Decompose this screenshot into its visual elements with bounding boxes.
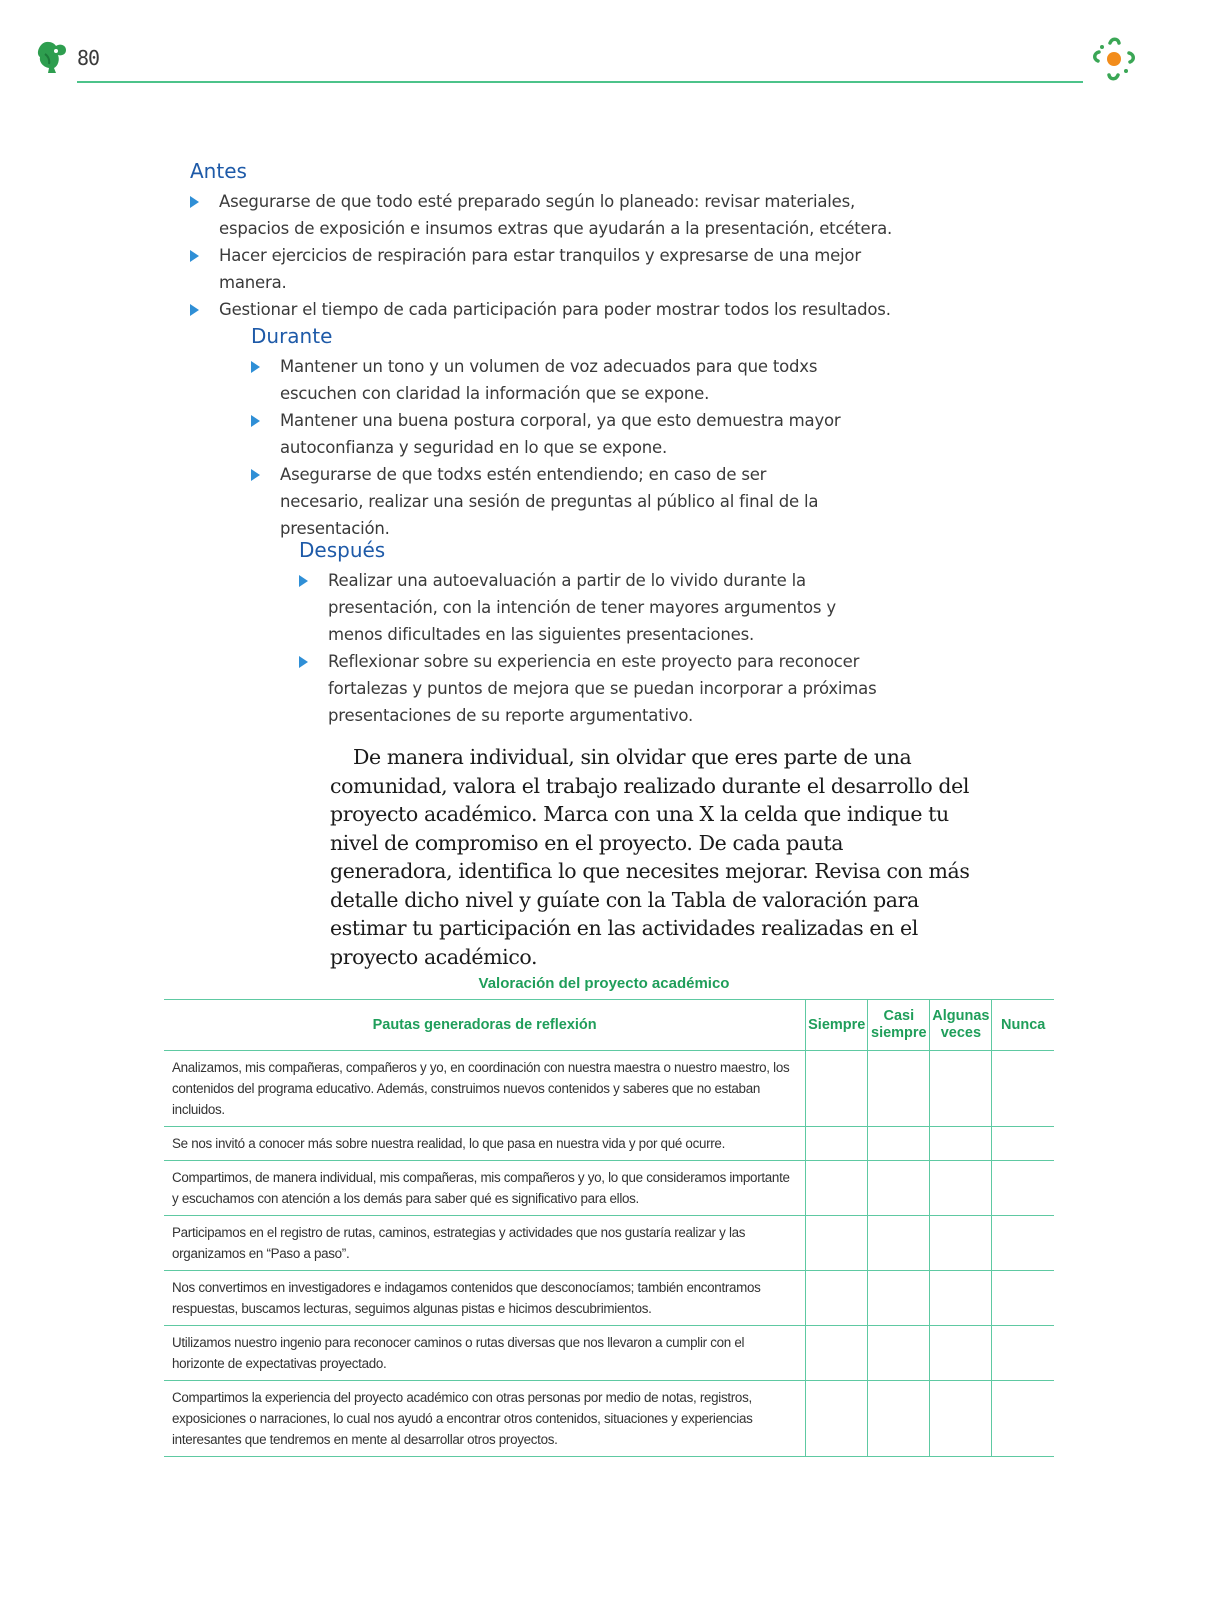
mark-cell-algunas-veces[interactable] [930, 1326, 992, 1381]
table-row [164, 1326, 1054, 1381]
triangle-bullet-icon [190, 304, 199, 316]
valoracion-table [164, 999, 1054, 1457]
pauta-text: Se nos invitó a conocer más sobre nuestra realidad, lo que pasa en nuestra vida y por qué ocurre. [164, 1127, 806, 1161]
list-item: Mantener un tono y un volumen de voz adecuados para que todxs escuchen con claridad la información que se expone. [251, 353, 851, 407]
mark-cell-siempre[interactable] [806, 1051, 868, 1127]
triangle-bullet-icon [251, 469, 260, 481]
triangle-bullet-icon [299, 575, 308, 587]
mark-cell-algunas-veces[interactable] [930, 1161, 992, 1216]
mark-cell-algunas-veces[interactable] [930, 1271, 992, 1326]
table-row [164, 1216, 1054, 1271]
mark-cell-algunas-veces[interactable] [930, 1051, 992, 1127]
mark-cell-nunca[interactable] [992, 1271, 1054, 1326]
pauta-text: Participamos en el registro de rutas, caminos, estrategias y actividades que nos gustaría realizar y las organizamos en “Paso a paso”. [164, 1216, 806, 1271]
table-title: Valoración del proyecto académico [478, 975, 730, 992]
mark-cell-nunca[interactable] [992, 1051, 1054, 1127]
green-leaf-figure-icon [36, 40, 68, 74]
instruction-paragraph: De manera individual, sin olvidar que eres parte de una comunidad, valora el trabajo realizado durante el desarrollo del proyecto académico. Marca con una X la celda que indique tu nivel de compromiso en el proyecto. De cada pauta generadora, identifica lo que necesites mejorar. Revisa con más detalle dicho nivel y guíate con la Tabla de valoración para estimar tu participación en las actividades realizadas en el proyecto académico. [330, 745, 970, 969]
header-casi-siempre: Casi siempre [868, 1000, 930, 1051]
mark-cell-algunas-veces[interactable] [930, 1216, 992, 1271]
triangle-bullet-icon [299, 656, 308, 668]
mark-cell-casi-siempre[interactable] [868, 1127, 930, 1161]
section-antes [190, 158, 910, 323]
mark-cell-algunas-veces[interactable] [930, 1381, 992, 1457]
list-item: Gestionar el tiempo de cada participación para poder mostrar todos los resultados. [190, 296, 910, 323]
mark-cell-casi-siempre[interactable] [868, 1161, 930, 1216]
mark-cell-casi-siempre[interactable] [868, 1271, 930, 1326]
pauta-text: Compartimos la experiencia del proyecto académico con otras personas por medio de notas, registros, exposiciones o narraciones, lo cual nos ayudó a encontrar otros contenidos, situaciones y experiencias interesantes que tendremos en mente al desarrollar otros proyectos. [164, 1381, 806, 1457]
triangle-bullet-icon [190, 196, 199, 208]
mark-cell-siempre[interactable] [806, 1127, 868, 1161]
mark-cell-siempre[interactable] [806, 1161, 868, 1216]
table-row [164, 1271, 1054, 1326]
section-title-durante: Durante [251, 324, 333, 348]
colorful-circle-emblem-icon [1088, 33, 1140, 85]
table-row [164, 1381, 1054, 1457]
section-title-despues: Después [299, 538, 386, 562]
header-siempre: Siempre [806, 1000, 868, 1051]
header-algunas-veces: Algunas veces [930, 1000, 992, 1051]
list-antes [190, 188, 910, 323]
table-header-row [164, 1000, 1054, 1051]
header-rule [77, 81, 1083, 83]
pauta-text: Compartimos, de manera individual, mis compañeras, mis compañeros y yo, lo que consideramos importante y escuchamos con atención a los demás para saber qué es significativo para ellos. [164, 1161, 806, 1216]
triangle-bullet-icon [190, 250, 199, 262]
section-title-antes: Antes [190, 159, 247, 183]
mark-cell-casi-siempre[interactable] [868, 1216, 930, 1271]
mark-cell-algunas-veces[interactable] [930, 1127, 992, 1161]
mark-cell-siempre[interactable] [806, 1326, 868, 1381]
mark-cell-nunca[interactable] [992, 1326, 1054, 1381]
list-item: Reflexionar sobre su experiencia en este proyecto para reconocer fortalezas y puntos de mejora que se puedan incorporar a próximas presentaciones de su reporte argumentativo. [299, 648, 879, 729]
section-durante [251, 323, 851, 542]
triangle-bullet-icon [251, 361, 260, 373]
mark-cell-nunca[interactable] [992, 1216, 1054, 1271]
list-item: Realizar una autoevaluación a partir de lo vivido durante la presentación, con la intención de tener mayores argumentos y menos dificultades en las siguientes presentaciones. [299, 567, 879, 648]
pauta-text: Utilizamos nuestro ingenio para reconocer caminos o rutas diversas que nos llevaron a cumplir con el horizonte de expectativas proyectado. [164, 1326, 806, 1381]
mark-cell-nunca[interactable] [992, 1161, 1054, 1216]
table-row [164, 1161, 1054, 1216]
list-item: Asegurarse de que todxs estén entendiendo; en caso de ser necesario, realizar una sesión de preguntas al público al final de la presentación. [251, 461, 851, 542]
header-pautas: Pautas generadoras de reflexión [164, 1000, 806, 1051]
mark-cell-nunca[interactable] [992, 1381, 1054, 1457]
mark-cell-siempre[interactable] [806, 1271, 868, 1326]
list-item: Hacer ejercicios de respiración para estar tranquilos y expresarse de una mejor manera. [190, 242, 910, 296]
list-durante [251, 353, 851, 542]
list-despues [299, 567, 879, 729]
page-number: 80 [77, 46, 100, 70]
mark-cell-casi-siempre[interactable] [868, 1051, 930, 1127]
list-item: Mantener una buena postura corporal, ya que esto demuestra mayor autoconfianza y seguridad en lo que se expone. [251, 407, 851, 461]
pauta-text: Nos convertimos en investigadores e indagamos contenidos que desconocíamos; también encontramos respuestas, buscamos lecturas, seguimos algunas pistas e hicimos descubrimientos. [164, 1271, 806, 1326]
header-nunca: Nunca [992, 1000, 1054, 1051]
list-item: Asegurarse de que todo esté preparado según lo planeado: revisar materiales, espacios de exposición e insumos extras que ayudarán a la presentación, etcétera. [190, 188, 910, 242]
mark-cell-siempre[interactable] [806, 1216, 868, 1271]
triangle-bullet-icon [251, 415, 260, 427]
mark-cell-nunca[interactable] [992, 1127, 1054, 1161]
section-despues [299, 537, 879, 729]
table-row [164, 1051, 1054, 1127]
mark-cell-siempre[interactable] [806, 1381, 868, 1457]
mark-cell-casi-siempre[interactable] [868, 1381, 930, 1457]
mark-cell-casi-siempre[interactable] [868, 1326, 930, 1381]
pauta-text: Analizamos, mis compañeras, compañeros y yo, en coordinación con nuestra maestra o nuestro maestro, los contenidos del programa educativo. Además, construimos nuevos contenidos y saberes que no estaban incluidos. [164, 1051, 806, 1127]
table-row [164, 1127, 1054, 1161]
